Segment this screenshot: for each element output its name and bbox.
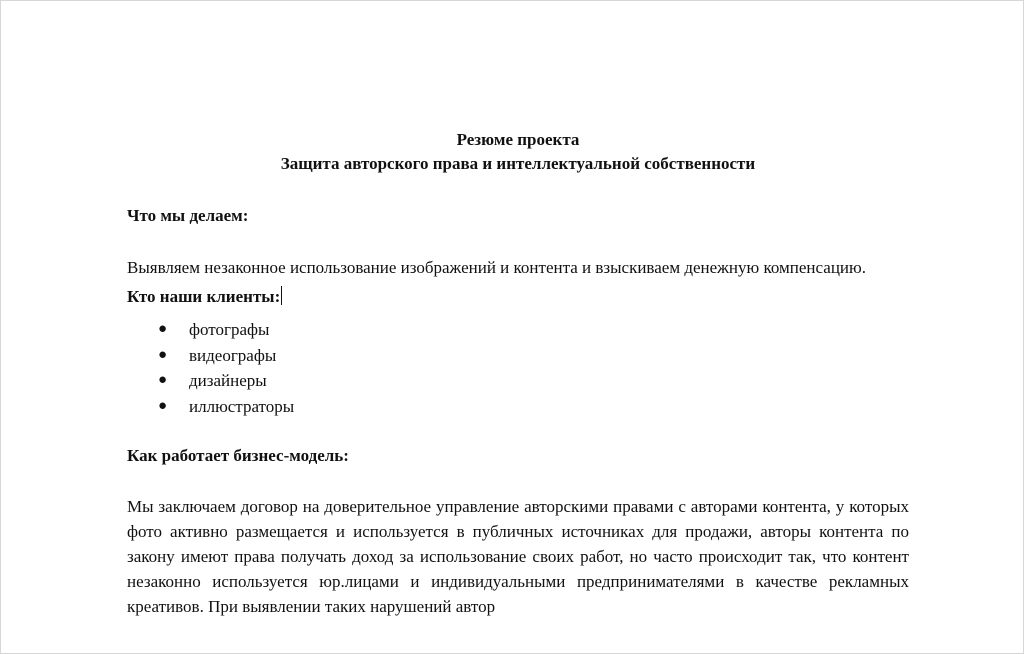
heading-clients-text: Кто наши клиенты:	[127, 287, 281, 306]
heading-business-model: Как работает бизнес-модель:	[127, 446, 349, 465]
heading-clients	[127, 285, 909, 309]
list-item	[127, 368, 909, 394]
paragraph-business-model: Мы заключаем договор на доверительное управление авторскими правами с авторами контента, у которых фото активно размещается и используется в публичных источниках для продажи, авторы контента по закону имеют права получать доход за использование своих работ, но часто происходит так, что контент незаконно используется юр.лицами и индивидуальными предпринимателями в качестве рекламных креативов. При выявлении таких нарушений автор	[127, 497, 909, 616]
paragraph-what-we-do: Выявляем незаконное использование изображений и контента и взыскиваем денежную компенсацию.	[127, 258, 866, 277]
document-body	[127, 128, 909, 619]
bullet-icon: ●	[158, 321, 168, 337]
document-title: Резюме проекта	[456, 130, 580, 149]
list-item	[127, 317, 909, 343]
list-item	[127, 394, 909, 420]
bullet-icon: ●	[158, 346, 168, 363]
bullet-icon: ●	[158, 372, 168, 388]
list-item	[127, 343, 909, 369]
list-item-text: видеографы	[189, 345, 277, 365]
heading-what-we-do: Что мы делаем:	[127, 206, 249, 225]
list-item-text: дизайнеры	[189, 371, 267, 390]
text-cursor	[281, 286, 282, 305]
clients-list	[127, 317, 909, 419]
list-item-text: иллюстраторы	[189, 396, 295, 416]
document-subtitle: Защита авторского права и интеллектуальной собственности	[280, 154, 756, 173]
list-item-text: фотографы	[189, 320, 270, 339]
bullet-icon: ●	[158, 397, 168, 414]
